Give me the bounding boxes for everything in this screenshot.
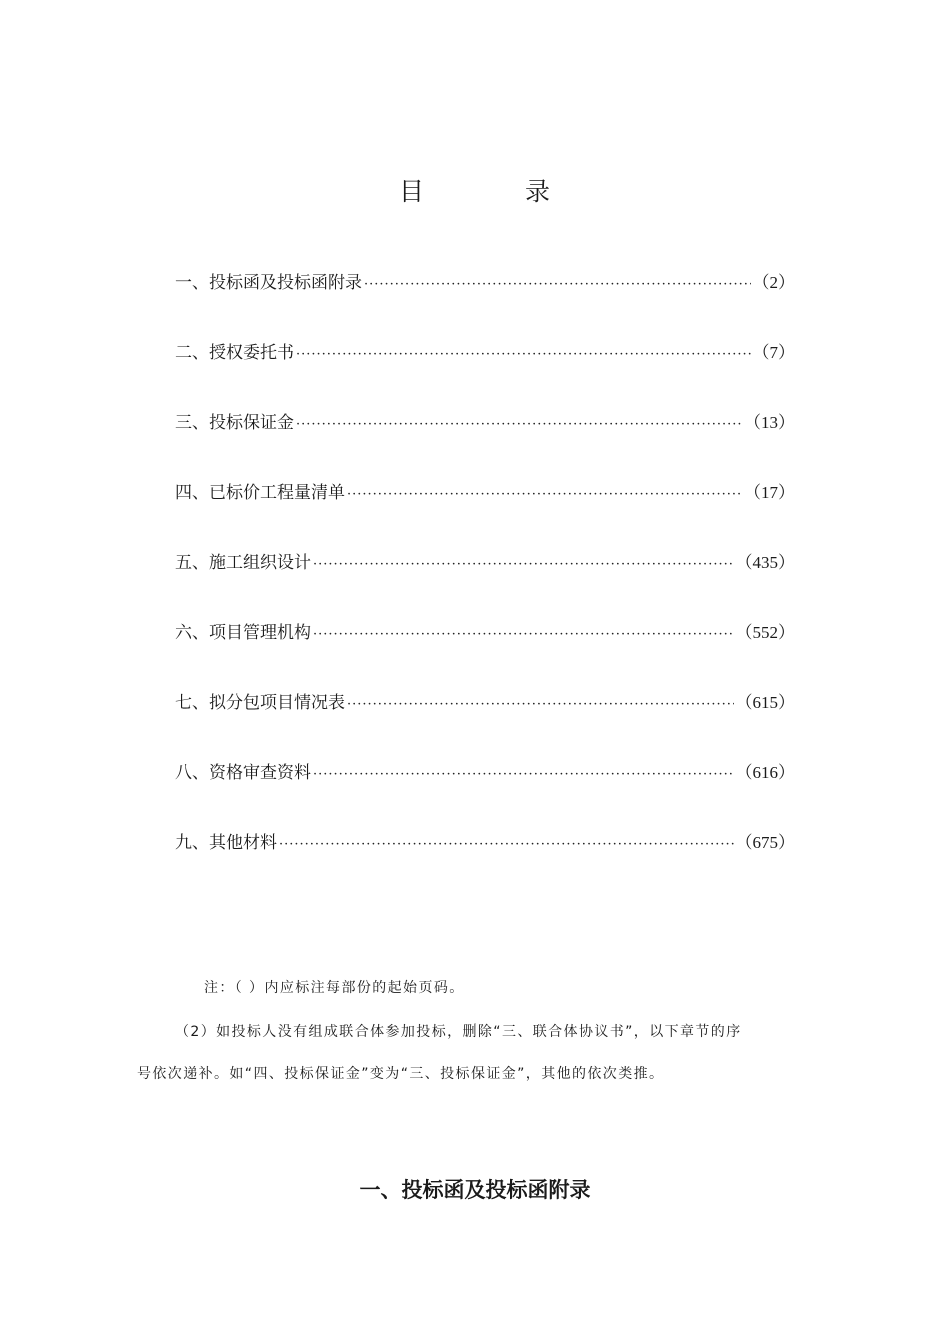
note-line-3: 号依次递补。如“四、投标保证金”变为“三、投标保证金”，其他的依次类推。	[137, 1066, 665, 1082]
toc-leader-dots	[364, 266, 751, 304]
toc-title-char-1: 目	[399, 177, 425, 206]
toc-item-page: （2）	[752, 273, 795, 292]
toc-item[interactable]	[175, 544, 795, 614]
toc-item-label: 五、施工组织设计	[175, 553, 311, 573]
toc-list	[175, 264, 795, 894]
toc-item-page: （17）	[744, 483, 795, 502]
toc-item-label: 四、已标价工程量清单	[175, 483, 345, 503]
toc-title	[0, 172, 950, 212]
toc-item[interactable]	[175, 754, 795, 824]
toc-item-label: 三、投标保证金	[175, 413, 294, 433]
toc-item[interactable]	[175, 334, 795, 404]
toc-item-label: 八、资格审查资料	[175, 763, 311, 783]
toc-item-page: （13）	[744, 413, 795, 432]
toc-item-page: （615）	[735, 693, 795, 712]
toc-item-label: 七、拟分包项目情况表	[175, 693, 345, 713]
toc-leader-dots	[279, 826, 734, 864]
toc-title-char-2: 录	[525, 177, 551, 206]
toc-item-label: 六、项目管理机构	[175, 623, 311, 643]
toc-item-page: （435）	[735, 553, 795, 572]
section-heading: 一、投标函及投标函附录	[359, 1178, 591, 1202]
toc-item[interactable]	[175, 404, 795, 474]
toc-item-label: 一、投标函及投标函附录	[175, 273, 362, 293]
toc-leader-dots	[296, 406, 742, 444]
note-line-1: 注：（ ）内应标注每部份的起始页码。	[204, 980, 465, 996]
toc-leader-dots	[313, 756, 734, 794]
toc-item[interactable]	[175, 684, 795, 754]
toc-item-page: （675）	[735, 833, 795, 852]
toc-leader-dots	[313, 546, 734, 584]
toc-item-label: 九、其他材料	[175, 833, 277, 853]
toc-leader-dots	[313, 616, 734, 654]
toc-item[interactable]	[175, 824, 795, 894]
toc-item-page: （616）	[735, 763, 795, 782]
toc-item[interactable]	[175, 614, 795, 684]
toc-item-label: 二、授权委托书	[175, 343, 294, 363]
toc-item[interactable]	[175, 474, 795, 544]
toc-item-page: （7）	[752, 343, 795, 362]
toc-leader-dots	[347, 686, 734, 724]
toc-leader-dots	[347, 476, 742, 514]
toc-item-page: （552）	[735, 623, 795, 642]
toc-item[interactable]	[175, 264, 795, 334]
toc-leader-dots	[296, 336, 751, 374]
note-line-2: （2）如投标人没有组成联合体参加投标，删除“三、联合体协议书”，以下章节的序	[175, 1024, 742, 1040]
